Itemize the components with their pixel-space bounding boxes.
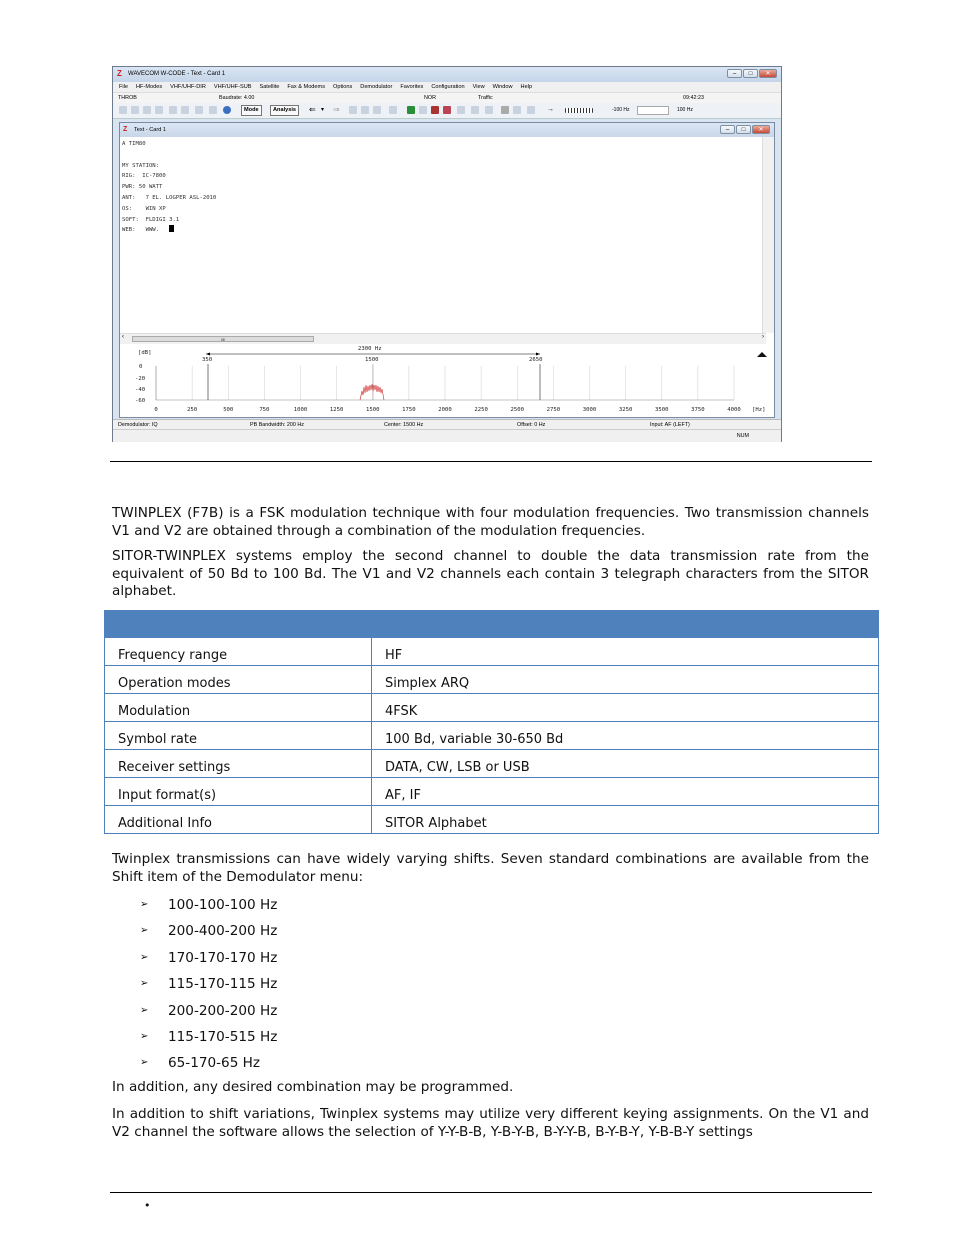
menu-vhf-uhf-sub[interactable]: VHF/UHF-SUB [213,84,252,90]
center-status: Center: 1500 Hz [384,422,424,428]
menu-configuration[interactable]: Configuration [431,84,465,90]
stop-icon[interactable] [443,106,451,114]
paragraph-keying: In addition to shift variations, Twinplex systems may utilize very different keying assignments. On the V1 and V2 channel the software allows the selection of Y-Y-B-B, Y-B-Y-B, B-Y-Y-B, B-Y-B-Y, Y-B-B-Y settings [112,1106,869,1140]
menu-file[interactable]: File [119,84,129,90]
tune-icon[interactable] [361,106,369,114]
menu-options[interactable]: Options [333,84,353,90]
cloud-icon[interactable] [527,106,535,114]
new-icon[interactable] [119,106,127,114]
list-item: ➢ 115-170-515 Hz [140,1024,277,1050]
scope-icon[interactable] [209,106,217,114]
demodulator-status: Demodulator: IQ [118,422,158,428]
menu-vhf-uhf-dir[interactable]: VHF/UHF-DIR [170,84,206,90]
y-tick-40: -40 [135,387,146,393]
paragraph-shifts: Twinplex transmissions can have widely varying shifts. Seven standard combinations are available from the Shift item of the Demodulator menu: [112,851,869,885]
x-tick-label: 250 [187,407,198,413]
x-tick-label: 3000 [582,407,597,413]
num-lock-indicator: NUM [736,433,749,439]
menu-hf-modes[interactable]: HF-Modes [136,84,163,90]
row-label: Frequency range [105,638,372,666]
print-preview-icon[interactable] [181,106,189,114]
wavecom-logo-icon: Z [123,126,128,133]
spec-table [104,610,879,834]
arrow-bullet-icon: ➢ [140,1057,149,1069]
x-tick-label: 1000 [293,407,308,413]
scroll-left-icon[interactable]: ‹ [122,334,124,340]
spectrum-display[interactable] [122,345,772,415]
spectrum-icon[interactable] [373,106,381,114]
wavecom-logo-icon: Z [117,69,122,78]
menu-view[interactable]: View [472,84,485,90]
row-value: SITOR Alphabet [372,806,879,834]
list-item: ➢ 170-170-170 Hz [140,945,277,971]
y-tick-60: -60 [135,398,146,404]
x-tick-label: 1250 [329,407,344,413]
row-value: HF [372,638,879,666]
child-title-bar [120,123,774,137]
waveform-icon[interactable] [419,106,427,114]
grid-icon[interactable] [431,106,439,114]
level-meter-icon [565,108,593,113]
x-tick-label: 1750 [402,407,416,413]
marker-high: 2650 [529,357,543,363]
scroll-thumb[interactable]: III [132,336,314,342]
table-header-row [105,611,879,638]
clock: 09:42:23 [683,95,704,101]
tree-icon[interactable] [485,106,493,114]
decoded-text-output[interactable]: A TIM80 MY STATION: RIG: IC-7800 PWR: 50 WATT ANT: 7 EL. LOGPER ASL-2010 OS: WIN XP SOFT: FLDIGI 3.1 WEB: WWW. [122,141,217,234]
bars-icon[interactable] [407,106,415,114]
bandwidth-status: PB Bandwidth: 200 Hz [250,422,304,428]
arrow-bullet-icon: ➢ [140,1004,149,1016]
analysis-button[interactable]: Analysis [270,105,299,116]
arrow-bullet-icon: ➢ [140,899,149,910]
x-tick-label: 4000 [727,407,741,413]
row-label: Operation modes [105,666,372,694]
close-button[interactable]: ✕ [759,69,777,78]
list-item: ➢ 115-170-115 Hz [140,971,277,997]
title-bar [113,67,781,82]
table-row [105,638,879,666]
baudrate-value: Baudrate: 4.00 [219,95,255,101]
row-label: Symbol rate [105,722,372,750]
arrow-bullet-icon: ➢ [140,978,149,990]
table-row [105,750,879,778]
row-label: Modulation [105,694,372,722]
minimize-button[interactable]: – [727,69,742,78]
x-tick-label: 3750 [691,407,705,413]
table-row [105,722,879,750]
wcode-window [112,66,782,442]
arrow-bullet-icon: ➢ [140,951,149,963]
list-item: ➢ 100-100-100 Hz [140,892,277,918]
x-tick-label: 750 [259,407,270,413]
child-close-button[interactable]: ✕ [752,125,770,134]
traffic-indicator: Traffic [478,95,493,101]
child-maximize-button[interactable]: □ [736,125,751,134]
text-cursor [169,225,174,232]
table-row [105,806,879,834]
x-tick-label: 2750 [546,407,561,413]
footer-bullet: • [144,1199,151,1212]
arrow-bullet-icon: ➢ [140,1030,149,1042]
section-rule [110,461,872,462]
row-value: 4FSK [372,694,879,722]
tools-icon[interactable] [471,106,479,114]
row-label: Receiver settings [105,750,372,778]
row-value: 100 Bd, variable 30-650 Bd [372,722,879,750]
row-label: Input format(s) [105,778,372,806]
footer-rule [110,1192,872,1193]
polarity-value: NOR [424,95,436,101]
row-label: Additional Info [105,806,372,834]
list-item: ➢ 200-400-200 Hz [140,918,277,944]
cancel-icon[interactable] [513,106,521,114]
open-icon[interactable] [131,106,139,114]
help-icon[interactable] [223,106,231,114]
menu-help[interactable]: Help [520,84,533,90]
bandwidth-label: 2300 Hz [358,346,382,352]
sync-icon[interactable] [457,106,465,114]
shift-list [140,892,277,1077]
x-tick-label: 500 [223,407,234,413]
marker-low: 350 [202,357,213,363]
save-icon[interactable] [143,106,151,114]
x-tick-label: 2500 [510,407,524,413]
mode-name: THROB [118,95,137,101]
pointer-icon[interactable]: → [547,106,554,113]
menu-demodulator[interactable]: Demodulator [360,84,393,90]
settings-icon[interactable] [195,106,203,114]
freq-high-value: 100 Hz [677,107,693,113]
menu-bar [113,82,781,92]
x-tick-label: 3250 [618,407,633,413]
paragraph-sitor: SITOR-TWINPLEX systems employ the second channel to double the data transmission rate from the equivalent of 50 Bd to 100 Bd. The V1 and V2 channels each contain 3 telegraph characters from the SITOR alphabet. [112,548,869,599]
mode-button[interactable]: Mode [241,105,262,116]
menu-window[interactable]: Window [492,84,513,90]
row-value: Simplex ARQ [372,666,879,694]
table-row [105,694,879,722]
menu-favorites[interactable]: Favorites [400,84,424,90]
paragraph-custom: In addition, any desired combination may be programmed. [112,1079,514,1095]
list-item: ➢ 200-200-200 Hz [140,998,277,1024]
x-tick-label: 3500 [655,407,669,413]
horizontal-scrollbar[interactable] [120,333,766,344]
target-icon[interactable] [501,106,509,114]
filter-icon[interactable] [349,106,357,114]
spectrum-svg [122,345,772,415]
row-value: AF, IF [372,778,879,806]
mode-status-row [113,92,781,103]
input-status: Input: AF (LEFT) [650,422,690,428]
freq-slider[interactable] [637,106,669,115]
y-tick-20: -20 [135,376,146,382]
maximize-button[interactable]: □ [743,69,758,78]
status-bar-2 [113,429,781,442]
scroll-right-icon[interactable]: › [762,334,764,340]
offset-status: Offset: 0 Hz [517,422,546,428]
menu-satellite[interactable]: Satellite [259,84,280,90]
table-row [105,778,879,806]
dropdown-icon[interactable]: ▾ [321,107,325,113]
vertical-scrollbar[interactable] [762,137,774,333]
row-value: DATA, CW, LSB or USB [372,750,879,778]
db-label: [dB] [138,350,152,356]
window-title: WAVECOM W-CODE - Text - Card 1 [128,71,226,77]
toolbar [113,103,781,119]
x-tick-label: 1500 [366,407,380,413]
arrow-left-icon[interactable]: ⇐ [309,105,316,114]
list-item: ➢ 65-170-65 Hz [140,1050,277,1076]
arrow-bullet-icon: ➢ [140,925,149,937]
record-icon[interactable] [389,106,397,114]
freq-low-value: -100 Hz [612,107,630,113]
x-tick-label: 0 [154,407,158,413]
paragraph-intro: TWINPLEX (F7B) is a FSK modulation technique with four modulation frequencies. Two transmission channels V1 and V2 are obtained through a combination of the modulation frequencies. [112,505,869,539]
x-tick-label: 2250 [474,407,488,413]
menu-fax-modems[interactable]: Fax & Modems [287,84,325,90]
x-tick-label: 2000 [438,407,452,413]
marker-center: 1500 [365,357,379,363]
print-icon[interactable] [169,106,177,114]
copy-icon[interactable] [155,106,163,114]
y-tick-0: 0 [139,364,143,370]
table-row [105,666,879,694]
text-card-window [119,122,775,418]
child-window-title: Text - Card 1 [134,127,167,133]
child-minimize-button[interactable]: – [720,125,735,134]
hz-unit: [Hz] [752,407,766,413]
arrow-right-icon[interactable]: ⇒ [333,105,340,114]
